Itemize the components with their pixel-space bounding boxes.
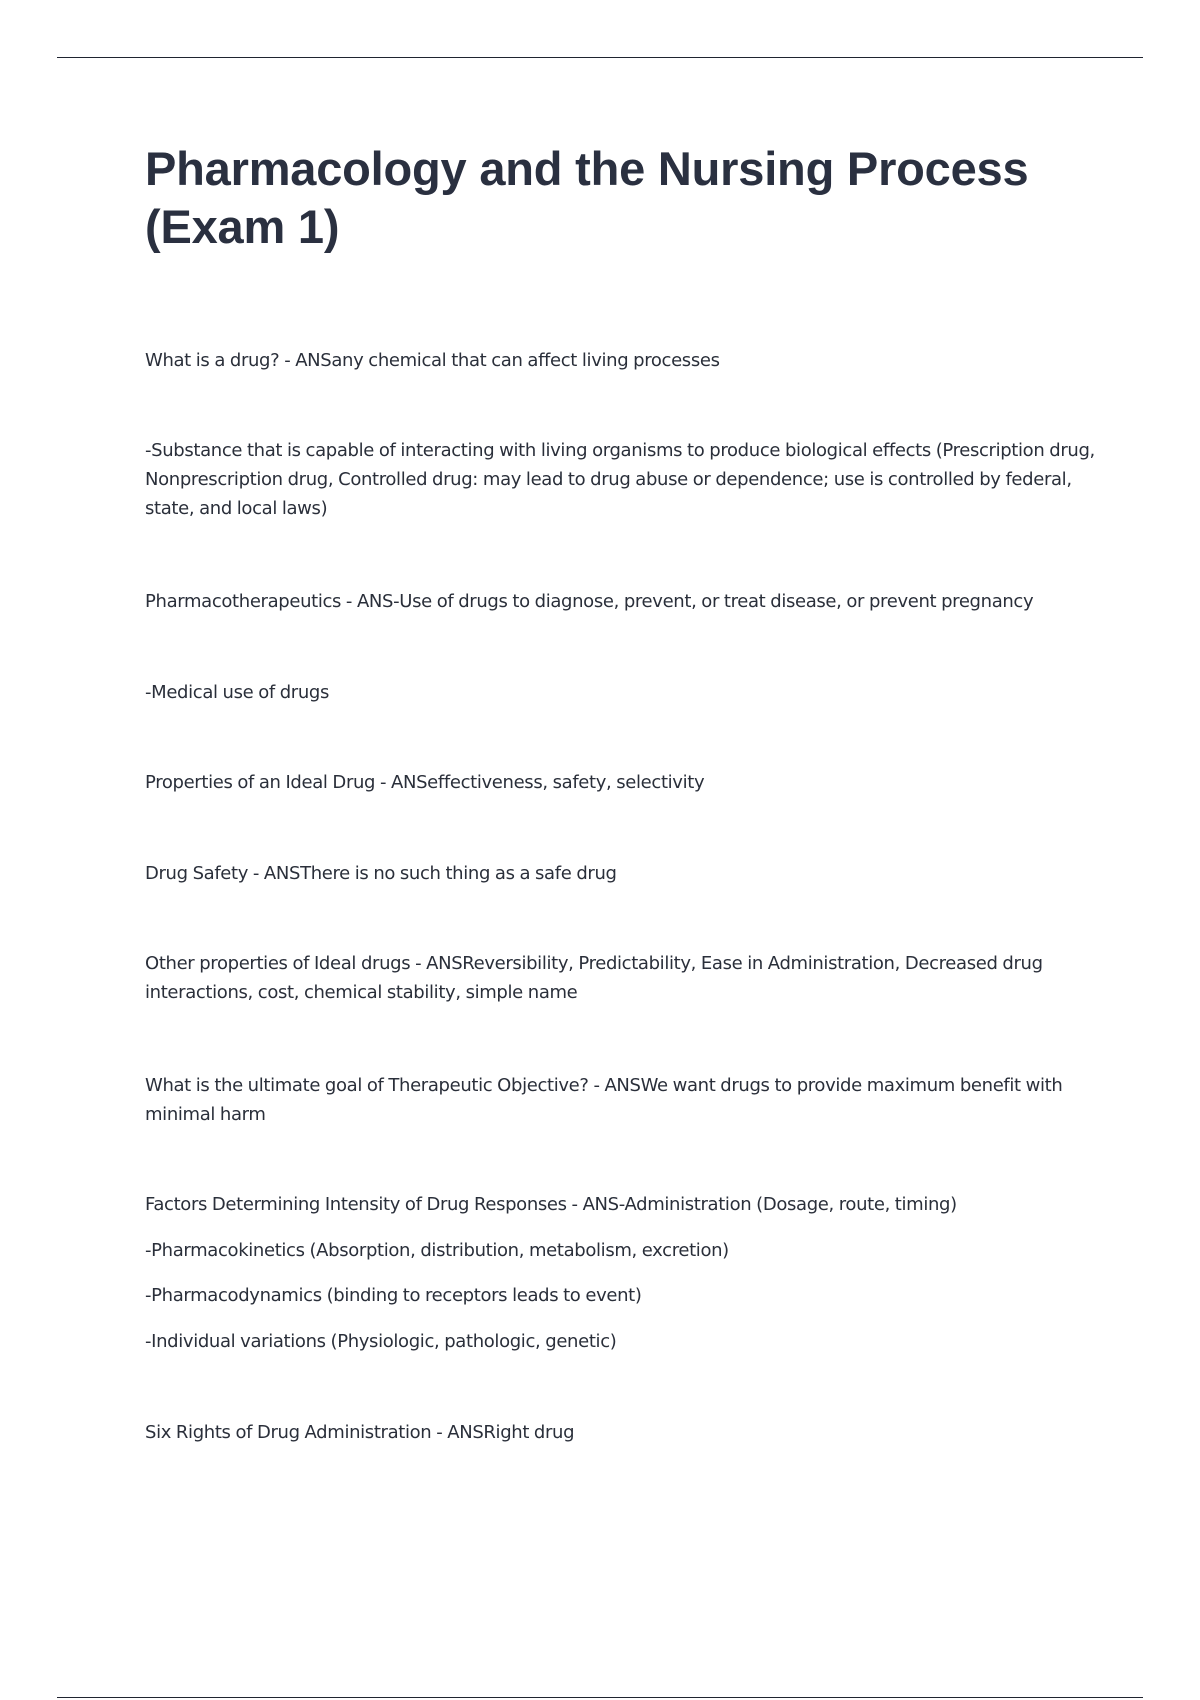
qa-entry-six-rights: Six Rights of Drug Administration - ANSRight drug [145, 1422, 575, 1443]
top-divider [57, 57, 1143, 58]
qa-entry-substance-definition: -Substance that is capable of interacting with living organisms to produce biological effects (Prescription drug, Nonprescription drug, Controlled drug: may lead to drug abuse or dependence; use is controlled by federal, state, and local laws) [145, 440, 1095, 519]
page-title: Pharmacology and the Nursing Process (Exam 1) [145, 142, 1029, 253]
qa-entry-other-ideal-properties: Other properties of Ideal drugs - ANSReversibility, Predictability, Ease in Administration, Decreased drug interactions, cost, chemical stability, simple name [145, 953, 1043, 1003]
bottom-divider [57, 1697, 1143, 1698]
qa-entry-medical-use: -Medical use of drugs [145, 682, 330, 703]
qa-entry-drug-safety: Drug Safety - ANSThere is no such thing as a safe drug [145, 863, 617, 884]
qa-entry-factors-intensity: Factors Determining Intensity of Drug Responses - ANS-Administration (Dosage, route, timing) [145, 1194, 957, 1215]
qa-entry-therapeutic-objective: What is the ultimate goal of Therapeutic Objective? - ANSWe want drugs to provide maximum benefit with minimal harm [145, 1075, 1063, 1125]
qa-entry-ideal-drug-properties: Properties of an Ideal Drug - ANSeffectiveness, safety, selectivity [145, 772, 705, 793]
qa-entry-pharmacodynamics: -Pharmacodynamics (binding to receptors leads to event) [145, 1285, 642, 1306]
qa-entry-pharmacokinetics: -Pharmacokinetics (Absorption, distribution, metabolism, excretion) [145, 1240, 729, 1261]
qa-entry-pharmacotherapeutics: Pharmacotherapeutics - ANS-Use of drugs to diagnose, prevent, or treat disease, or prevent pregnancy [145, 591, 1034, 612]
qa-entry-what-is-a-drug: What is a drug? - ANSany chemical that can affect living processes [145, 350, 720, 371]
qa-entry-individual-variations: -Individual variations (Physiologic, pathologic, genetic) [145, 1331, 617, 1352]
